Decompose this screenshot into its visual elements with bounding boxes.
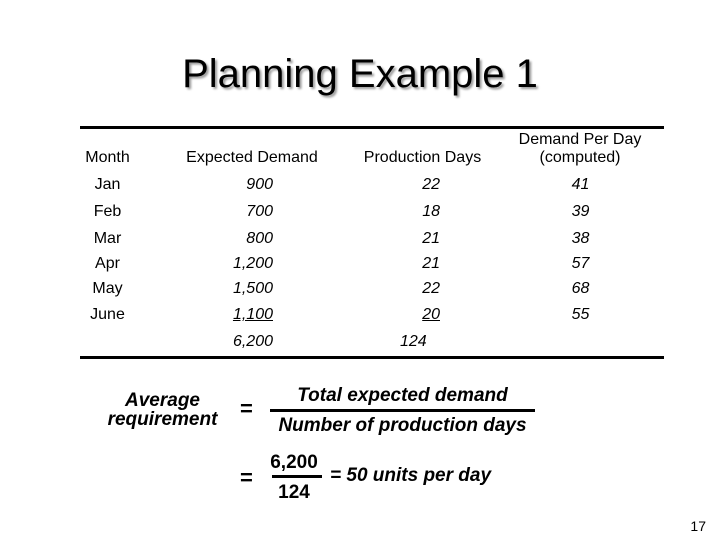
calc-result: = 50 units per day [330,465,492,486]
cell-demand-per-day: 39 [571,203,590,220]
cell-days: 22 [422,280,440,297]
cell-days: 20 [422,306,440,323]
cell-demand-per-day: 38 [571,230,590,247]
cell-month: Mar [93,230,122,247]
header-month: Month [85,149,130,166]
header-production-days: Production Days [363,149,482,166]
calc-denominator: 124 [278,482,310,503]
formula-label-line1: Average [125,390,200,411]
cell-month: Apr [95,255,120,272]
header-computed: (computed) [539,149,621,166]
cell-days: 22 [422,176,440,193]
cell-demand: 1,100 [232,306,273,323]
table-top-rule [80,126,664,129]
table-bottom-rule [80,356,664,359]
calc-numerator: 6,200 [270,452,318,473]
total-demand: 6,200 [232,333,273,350]
slide-title: Planning Example 1 [182,52,538,96]
cell-month: June [90,306,125,323]
cell-demand: 800 [246,230,273,247]
calc-equals: = [240,465,253,490]
cell-demand-per-day: 41 [571,176,590,193]
cell-demand-per-day: 68 [571,280,590,297]
page-number: 17 [690,518,706,534]
cell-month: Feb [93,203,122,220]
formula-label-line2: requirement [107,409,218,430]
formula-denominator: Number of production days [278,415,527,436]
header-demand-per-day: Demand Per Day [518,131,642,148]
formula-fraction-bar [270,409,535,412]
header-expected-demand: Expected Demand [186,149,318,166]
cell-month: May [92,280,123,297]
cell-demand: 1,500 [232,280,273,297]
cell-demand-per-day: 57 [571,255,590,272]
cell-days: 21 [422,230,440,247]
cell-demand: 1,200 [232,255,273,272]
calc-fraction-bar [272,475,322,478]
cell-demand-per-day: 55 [571,306,590,323]
cell-days: 18 [422,203,440,220]
cell-demand: 900 [246,176,273,193]
formula-numerator: Total expected demand [297,385,508,406]
total-days: 124 [400,333,427,350]
formula-equals: = [240,396,253,421]
cell-month: Jan [94,176,121,193]
cell-days: 21 [422,255,440,272]
cell-demand: 700 [246,203,273,220]
